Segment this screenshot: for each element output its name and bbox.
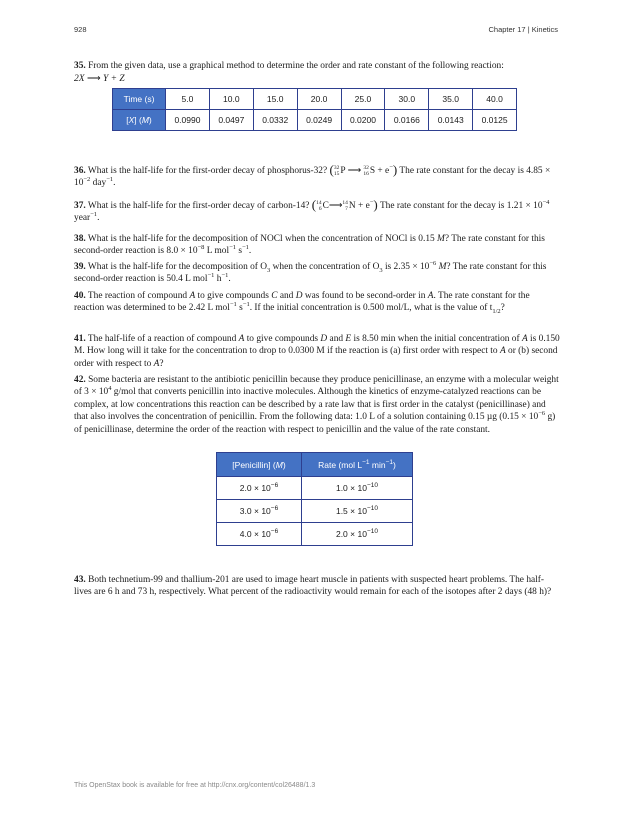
question-number: 41. [74, 334, 86, 344]
concentration-cell: 0.0143 [429, 110, 473, 131]
table-row [113, 110, 517, 131]
reaction-arrow: ⟶ [86, 74, 101, 84]
row-header-concentration: [X] (M) [113, 110, 166, 131]
rate-cell: $1.0 \times 10^{-10}$ [302, 477, 413, 500]
column-header-concentration: [Penicillin] (M) [217, 453, 302, 477]
question-number: 36. [74, 166, 86, 176]
page-footer: This OpenStax book is available for free at http://cnx.org/content/col26488/1.3 [74, 782, 316, 789]
chapter-header: Chapter 17 | Kinetics [488, 25, 558, 34]
time-cell: 35.0 [429, 89, 473, 110]
question-39: 39. What is the half-life for the decomposition of $O_3$ when the concentration of $O_3$ is $2.35 \times 10^{-6}$ M? The rate constant for this second-order reaction is 50.4 L mol$^{-1}$ $h^{-1}$. [74, 259, 547, 285]
table-row [217, 477, 413, 500]
concentration-cell: $3.0 \times 10^{-6}$ [217, 500, 302, 523]
time-cell: 10.0 [209, 89, 253, 110]
question-41: 41. The half-life of a reaction of compound A to give compounds D and E is 8.50 min when the initial concentration of A is 0.150 M. How long will it take for the concentration to drop to 0.0300 M if the reaction is (a) first order with respect to A or (b) second order with respect to A? [74, 334, 560, 369]
table-row [113, 89, 517, 110]
time-cell: 5.0 [166, 89, 210, 110]
question-text: What is the half-life for the first-order decay of phosphorus-32? [87, 166, 328, 176]
question-36: 36. What is the half-life for the first-order decay of phosphorus-32? ( 32 15 P ⟶ 32 16 S + e−) The rate constant for the decay is $4.85 \times 10^{-2}$ day$^{-1}$. [74, 162, 551, 189]
page-number: 928 [74, 25, 87, 34]
reactant: 2X [74, 74, 85, 84]
concentration-cell: 0.0200 [341, 110, 385, 131]
concentration-cell: $2.0 \times 10^{-6}$ [217, 477, 302, 500]
question-number: 35. [74, 61, 86, 71]
question-43 [74, 574, 560, 599]
row-header-time: Time (s) [113, 89, 166, 110]
concentration-cell: 0.0249 [297, 110, 341, 131]
column-header-rate: Rate (mol $L^{-1}$ $\min^{-1}$) [302, 453, 413, 477]
concentration-cell: 0.0125 [473, 110, 517, 131]
time-cell: 30.0 [385, 89, 429, 110]
time-cell: 15.0 [253, 89, 297, 110]
question-text: From the given data, use a graphical method to determine the order and rate constant of the following reaction: [88, 61, 504, 71]
time-cell: 20.0 [297, 89, 341, 110]
time-cell: 40.0 [473, 89, 517, 110]
question-text: What is the half-life for the first-order decay of carbon-14? [87, 201, 310, 211]
concentration-cell: $4.0 \times 10^{-6}$ [217, 523, 302, 546]
question-35 [74, 60, 560, 72]
question-number: 37. [74, 201, 86, 211]
question-text: Both technetium-99 and thallium-201 are used to image heart muscle in patients with suspected heart problems. The half-lives are 6 h and 73 h, respectively. What percent of the radioactivity would remain for each of the isotopes after 2 days (48 h)? [74, 575, 552, 598]
question-number: 43. [74, 575, 86, 585]
question-38: 38. What is the half-life for the decomposition of NOCl when the concentration of NOCl is 0.15 M? The rate constant for this second-order reaction is $8.0 \times 10^{-8}$ L mol$^{-1}$ $s^{-1}$. [74, 234, 545, 257]
concentration-cell: 0.0990 [166, 110, 210, 131]
products: Y + Z [102, 74, 125, 84]
table-row [217, 523, 413, 546]
concentration-cell: 0.0166 [385, 110, 429, 131]
time-cell: 25.0 [341, 89, 385, 110]
question-number: 40. [74, 291, 86, 301]
question-number: 38. [74, 234, 86, 244]
question-37: 37. What is the half-life for the first-order decay of carbon-14? ( 14 6 C⟶ 14 7 N + e−) The rate constant for the decay is $1.21 \times 10^{-4}$ year$^{-1}$. [74, 197, 550, 224]
data-table-35 [112, 88, 517, 131]
question-42: 42. Some bacteria are resistant to the antibiotic penicillin because they produce penicillinase, an enzyme with a molecular weight of $3 \times 10^4$ g/mol that converts penicillin into inactive molecules. Although the kinetics of enzyme-catalyzed reactions can be complex, at low concentrations this reaction can be described by a rate law that is first order in the catalyst (penicillinase) and that also involves the concentration of penicillin. From the following data: 1.0 L of a solution containing 0.15 µg ($0.15 \times 10^{-6}$ g) of penicillinase, determine the order of the reaction with respect to penicillin and the value of the rate constant. [74, 375, 559, 435]
question-number: 39. [74, 262, 86, 272]
concentration-cell: 0.0332 [253, 110, 297, 131]
table-header-row [217, 453, 413, 477]
question-40: 40. The reaction of compound A to give compounds C and D was found to be second-order in A. The rate constant for the reaction was determined to be 2.42 L mol$^{-1}$ $s^{-1}$. If the initial concentration is 0.500 mol/L, what is the value of $t_{1/2}$? [74, 291, 530, 316]
concentration-cell: 0.0497 [209, 110, 253, 131]
question-number: 42. [74, 375, 86, 385]
rate-cell: $1.5 \times 10^{-10}$ [302, 500, 413, 523]
rate-cell: $2.0 \times 10^{-10}$ [302, 523, 413, 546]
reaction-equation [74, 73, 125, 84]
penicillin-table [216, 452, 413, 546]
table-row [217, 500, 413, 523]
